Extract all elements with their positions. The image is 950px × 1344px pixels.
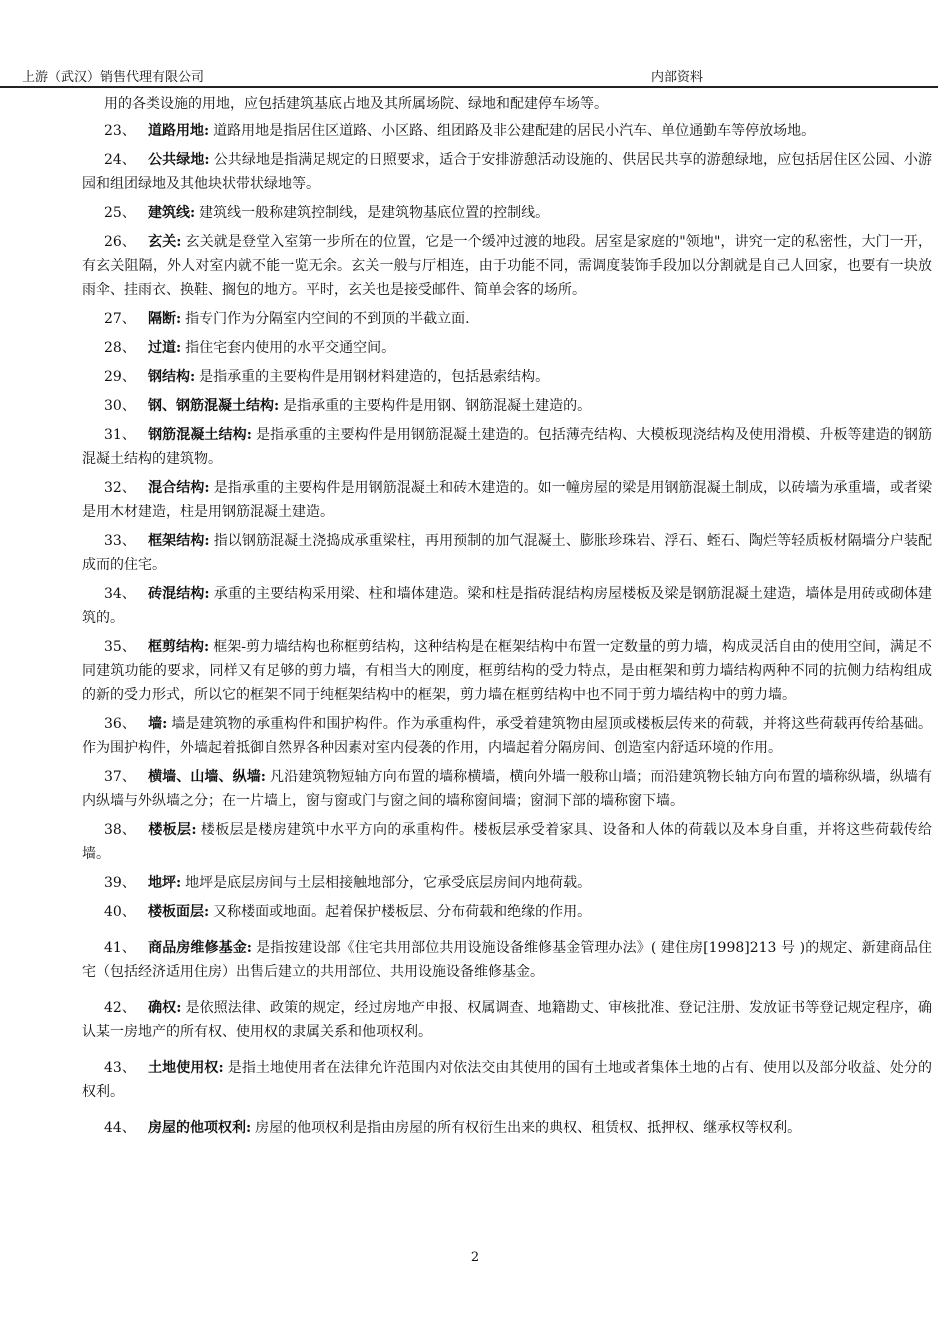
entry-number: 36、: [104, 716, 136, 732]
entry-text: 是指承重的主要构件是用钢、钢筋混凝土建造的。: [283, 398, 592, 414]
entry-text: 玄关就是登堂入室第一步所在的位置，它是一个缓冲过渡的地段。居室是家庭的"领地"，讲究一定的私密性，大门一开，有玄关阻隔，外人对室内就不能一览无余。玄关一般与厅相连，由于功能不同，需调度装饰手段加以分割就是自己人回家，也要有一块放雨伞、挂雨衣、换鞋、搁包的地方。平时，玄关也是接受邮件、简单会客的场所。: [82, 234, 932, 298]
entry-text: 承重的主要结构采用梁、柱和墙体建造。梁和柱是指砖混结构房屋楼板及梁是钢筋混凝土建造，墙体是用砖或砌体建筑的。: [82, 586, 933, 626]
entry-term: 砖混结构:: [148, 586, 210, 602]
entry-text: 是指土地使用者在法律允许范围内对依法交由其使用的国有土地或者集体土地的占有、使用以及部分收益、处分的权利。: [82, 1060, 932, 1100]
entry-text: 墙是建筑物的承重构件和围护构件。作为承重构件，承受着建筑物由屋顶或楼板层传来的荷载，并将这些荷载再传给基础。作为围护构件，外墙起着抵御自然界各种因素对室内侵袭的作用，内墙起着分隔房间、创造室内舒适环境的作用。: [82, 716, 932, 756]
page-header: [0, 64, 938, 88]
entry-term: 框架结构:: [148, 533, 210, 549]
entry-text: 是依照法律、政策的规定，经过房地产申报、权属调查、地籍勘丈、审核批准、登记注册、发放证书等登记规定程序，确认某一房地产的所有权、使用权的隶属关系和他项权利。: [82, 1000, 933, 1040]
entry-term: 钢筋混凝土结构:: [148, 427, 252, 443]
glossary-entry: [82, 582, 932, 630]
entry-term: 建筑线:: [148, 205, 196, 221]
entry-text: 建筑线一般称建筑控制线，是建筑物基底位置的控制线。: [199, 205, 550, 221]
entry-number: 43、: [104, 1060, 136, 1076]
entry-term: 框剪结构:: [148, 639, 210, 655]
entry-number: 41、: [104, 940, 136, 956]
intro-paragraph: 用的各类设施的用地，应包括建筑基底占地及其所属场院、绿地和配建停车场等。: [104, 96, 608, 112]
entry-number: 37、: [104, 769, 136, 785]
entry-term: 墙:: [148, 716, 168, 732]
entry-term: 公共绿地:: [148, 152, 210, 168]
entry-number: 30、: [104, 398, 136, 414]
entry-term: 混合结构:: [148, 480, 210, 496]
glossary-list: [82, 119, 932, 1140]
document-tag: 内部资料: [651, 70, 704, 85]
entry-text: 是指承重的主要构件是用钢筋混凝土建造的。包括薄壳结构、大模板现浇结构及使用滑模、升板等建造的钢筋混凝土结构的建筑物。: [82, 427, 932, 467]
glossary-entry: [82, 336, 932, 360]
entry-text: 地坪是底层房间与土层相接触地部分，它承受底层房间内地荷载。: [185, 875, 592, 891]
glossary-entry: [82, 765, 932, 813]
entry-number: 38、: [104, 822, 136, 838]
glossary-entry: [82, 201, 932, 225]
entry-number: 33、: [104, 533, 136, 549]
entry-term: 地坪:: [148, 875, 182, 891]
entry-number: 23、: [104, 123, 136, 139]
entry-term: 钢、钢筋混凝土结构:: [148, 398, 280, 414]
glossary-entry: [82, 529, 932, 577]
entry-text: 公共绿地是指满足规定的日照要求，适合于安排游憩活动设施的、供居民共享的游憩绿地，应包括居住区公园、小游园和组团绿地及其他块状带状绿地等。: [82, 152, 933, 192]
glossary-entry: [82, 996, 932, 1044]
entry-text: 楼板层是楼房建筑中水平方向的承重构件。楼板层承受着家具、设备和人体的荷载以及本身自重，并将这些荷载传给墙。: [82, 822, 933, 862]
entry-text: 房屋的他项权利是指由房屋的所有权衍生出来的典权、租赁权、抵押权、继承权等权利。: [255, 1120, 802, 1136]
glossary-entry: [82, 148, 932, 196]
page-footer: [0, 1250, 950, 1265]
entry-text: 指以钢筋混凝土浇捣成承重梁柱，再用预制的加气混凝土、膨胀珍珠岩、浮石、蛭石、陶烂等轻质板材隔墙分户装配成而的住宅。: [82, 533, 933, 573]
entry-text: 是指承重的主要构件是用钢材料建造的，包括悬索结构。: [199, 369, 550, 385]
entry-term: 确权:: [148, 1000, 182, 1016]
glossary-entry: [82, 230, 932, 302]
entry-text: 是指按建设部《住宅共用部位共用设施设备维修基金管理办法》( 建住房[1998]213 号 )的规定、新建商品住宅（包括经济适用住房）出售后建立的共用部位、共用设施设备维修基金。: [82, 940, 932, 980]
entry-text: 道路用地是指居住区道路、小区路、组团路及非公建配建的居民小汽车、单位通勤车等停放场地。: [213, 123, 816, 139]
entry-term: 钢结构:: [148, 369, 196, 385]
glossary-entry: [82, 119, 932, 143]
entry-number: 29、: [104, 369, 136, 385]
entry-term: 道路用地:: [148, 123, 210, 139]
entry-number: 27、: [104, 311, 136, 327]
entry-text: 凡沿建筑物短轴方向布置的墙称横墙，横向外墙一般称山墙；而沿建筑物长轴方向布置的墙称纵墙，纵墙有内纵墙与外纵墙之分；在一片墙上，窗与窗或门与窗之间的墙称窗间墙；窗洞下部的墙称窗下墙。: [82, 769, 933, 809]
glossary-entry: [82, 936, 932, 984]
entry-text: 指专门作为分隔室内空间的不到顶的半截立面.: [185, 311, 470, 327]
entry-text: 又称楼面或地面。起着保护楼板层、分布荷载和绝缘的作用。: [213, 904, 592, 920]
glossary-entry: [82, 394, 932, 418]
entry-number: 34、: [104, 586, 136, 602]
glossary-entry: [82, 900, 932, 924]
entry-term: 土地使用权:: [148, 1060, 224, 1076]
entry-text: 指住宅套内使用的水平交通空间。: [185, 340, 396, 356]
entry-number: 28、: [104, 340, 136, 356]
entry-term: 房屋的他项权利:: [148, 1120, 252, 1136]
entry-number: 35、: [104, 639, 136, 655]
entry-term: 商品房维修基金:: [148, 940, 252, 956]
entry-term: 横墙、山墙、纵墙:: [148, 769, 266, 785]
entry-text: 是指承重的主要构件是用钢筋混凝土和砖木建造的。如一幢房屋的梁是用钢筋混凝土制成，以砖墙为承重墙，或者梁是用木材建造，柱是用钢筋混凝土建造。: [82, 480, 933, 520]
glossary-entry: [82, 423, 932, 471]
entry-number: 44、: [104, 1120, 136, 1136]
entry-number: 42、: [104, 1000, 136, 1016]
entry-term: 楼板面层:: [148, 904, 210, 920]
entry-number: 39、: [104, 875, 136, 891]
document-body: [82, 92, 932, 1145]
entry-number: 31、: [104, 427, 136, 443]
entry-term: 玄关:: [148, 234, 182, 250]
entry-number: 32、: [104, 480, 136, 496]
glossary-entry: [82, 1056, 932, 1104]
glossary-entry: [82, 1116, 932, 1140]
entry-number: 25、: [104, 205, 136, 221]
glossary-entry: [82, 307, 932, 331]
entry-term: 隔断:: [148, 311, 182, 327]
glossary-entry: [82, 476, 932, 524]
entry-term: 过道:: [148, 340, 182, 356]
glossary-entry: [82, 871, 932, 895]
entry-text: 框架-剪力墙结构也称框剪结构，这种结构是在框架结构中布置一定数量的剪力墙，构成灵活自由的使用空间，满足不同建筑功能的要求，同样又有足够的剪力墙，有相当大的刚度，框剪结构的受力特点，是由框架和剪力墙结构两种不同的抗侧力结构组成的新的受力形式，所以它的框架不同于纯框架结构中的框架，剪力墙在框剪结构中也不同于剪力墙结构中的剪力墙。: [82, 639, 933, 703]
glossary-entry: [82, 712, 932, 760]
page-number: 2: [470, 1250, 480, 1265]
glossary-entry: [82, 365, 932, 389]
entry-number: 40、: [104, 904, 136, 920]
entry-number: 24、: [104, 152, 136, 168]
company-name: 上游（武汉）销售代理有限公司: [22, 70, 205, 85]
glossary-entry: [82, 818, 932, 866]
entry-number: 26、: [104, 234, 136, 250]
entry-term: 楼板层:: [148, 822, 197, 838]
glossary-entry: [82, 635, 932, 707]
